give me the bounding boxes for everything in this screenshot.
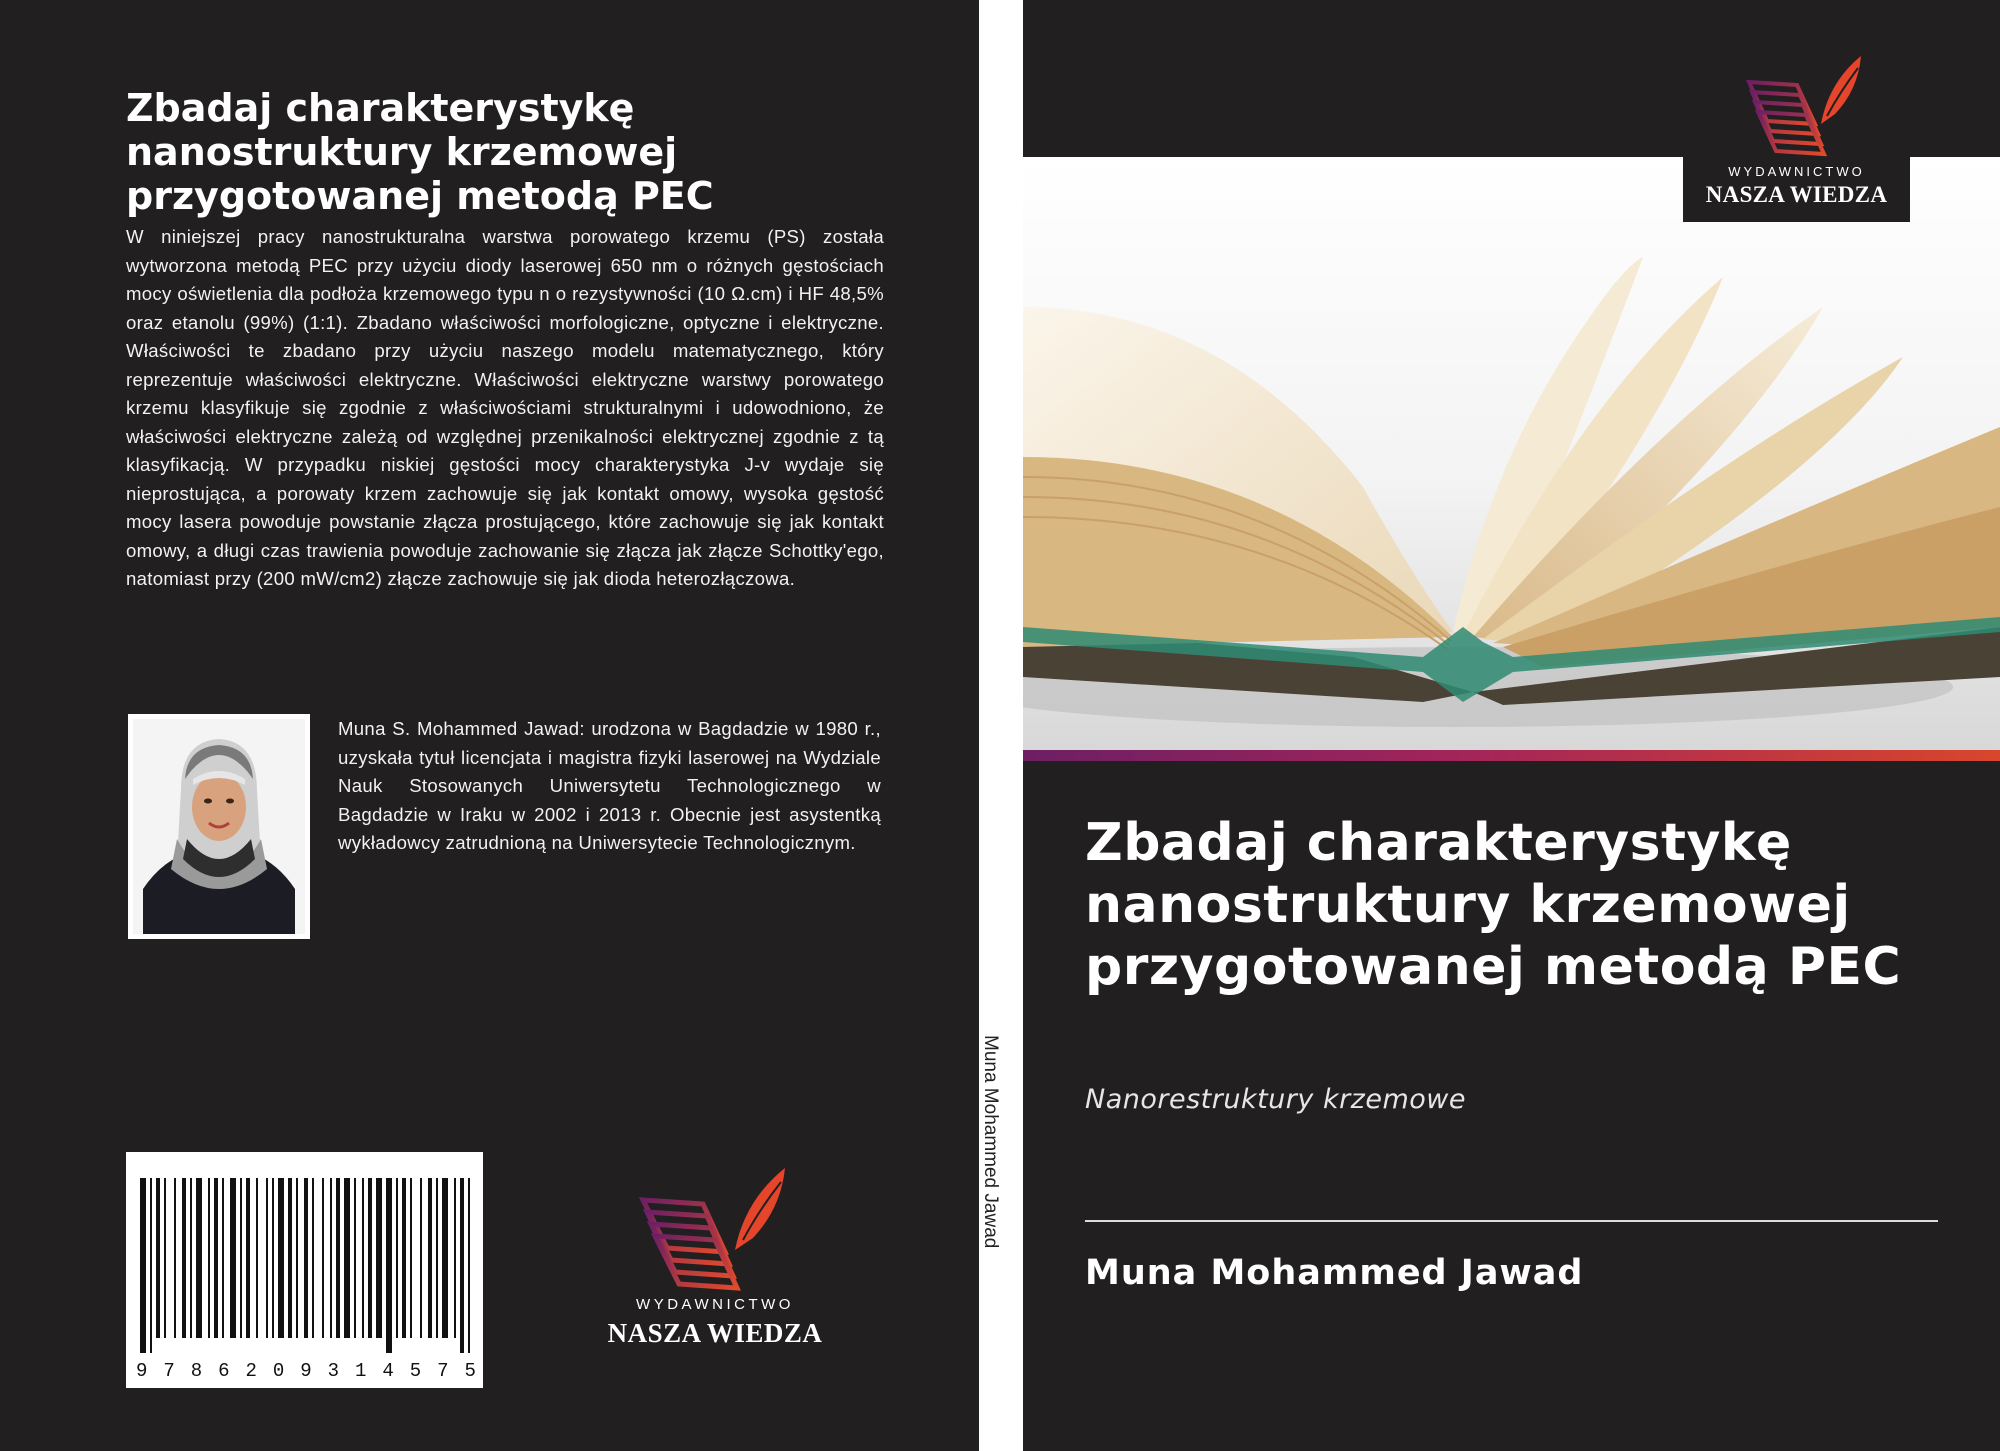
isbn-digit: 5 [409, 1360, 422, 1382]
isbn-digit: 5 [464, 1360, 476, 1382]
publisher-logo-front [1683, 52, 1910, 222]
publisher-logo-icon [585, 1160, 845, 1292]
publisher-logo-back [585, 1160, 845, 1350]
isbn-digit: 8 [190, 1360, 203, 1382]
back-cover [0, 0, 979, 1451]
publisher-name: NASZA WIEDZA [607, 1318, 823, 1348]
isbn-barcode [126, 1152, 483, 1388]
isbn-digit: 9 [300, 1360, 312, 1382]
divider [1085, 1220, 1938, 1222]
isbn-digit: 9 [136, 1360, 148, 1382]
isbn-digit: 3 [327, 1360, 340, 1382]
isbn-digit: 7 [437, 1360, 449, 1382]
front-cover-subtitle: Nanorestruktury krzemowe [1085, 1084, 1466, 1115]
accent-bar [1023, 750, 2000, 761]
isbn-digit: 1 [355, 1360, 367, 1382]
publisher-logo-icon [1683, 52, 1910, 162]
author-bio: Muna S. Mohammed Jawad: urodzona w Bagdadzie w 1980 r., uzyskała tytuł licencjata i magistra fizyki laserowej na Wydziale Nauk Stosowanych Uniwersytetu Technologicznego w Bagdadzie w Iraku w 2002 i 2013 r. Obecnie jest asystentką wykładowcy zatrudnioną na Uniwersytecie Technologicznym. [338, 718, 881, 854]
author-photo [128, 714, 310, 939]
back-cover-blurb: W niniejszej pracy nanostrukturalna warstwa porowatego krzemu (PS) została wytworzona metodą PEC przy użyciu diody laserowej 650 nm o różnych gęstościach mocy oświetlenia dla podłoża krzemowego typu n o rezystywności (10 Ω.cm) i HF 48,5% oraz etanolu (99%) (1:1). Zbadano właściwości morfologiczne, optyczne i elektryczne. Właściwości te zbadano przy użyciu naszego modelu matematycznego, który reprezentuje właściwości elektryczne. Właściwości elektryczne warstwy porowatego krzemu klasyfikuje się zgodnie z właściwościami strukturalnymi i udowodniono, że właściwości elektryczne zależą od względnej przenikalności elektrycznej zgodnie z tą klasyfikacją. W przypadku niskiej gęstości mocy charakterystyka J-v wydaje się nieprostująca, a porowaty krzem zachowuje się jak kontakt omowy, wysoka gęstość mocy lasera powoduje powstanie złącza prostującego, które zachowuje się jak kontakt omowy, a długi czas trawienia powoduje zachowanie się złącza jak złącze Schottky'ego, natomiast przy (200 mW/cm2) złącze zachowuje się jak dioda heterozłączowa. [126, 226, 884, 589]
spine-author: Muna Mohammed Jawad [980, 1035, 1001, 1249]
open-book-photo [1023, 157, 2000, 750]
isbn-digit: 2 [245, 1360, 257, 1382]
isbn-digit: 7 [163, 1360, 175, 1382]
publisher-label: WYDAWNICTWO [1728, 164, 1865, 179]
back-cover-title: Zbadaj charakterystykę nanostruktury krzemowej przygotowanej metodą PEC [126, 86, 714, 218]
front-cover-author: Muna Mohammed Jawad [1085, 1253, 1584, 1293]
isbn-digit: 6 [218, 1360, 230, 1382]
isbn-digit: 0 [272, 1360, 285, 1382]
isbn-digit: 4 [382, 1360, 394, 1382]
isbn-number [136, 1360, 476, 1382]
publisher-name: NASZA WIEDZA [1705, 182, 1888, 207]
barcode-bars [140, 1178, 470, 1353]
front-cover-title: Zbadaj charakterystykę nanostruktury krzemowej przygotowanej metodą PEC [1085, 813, 1902, 997]
publisher-label: WYDAWNICTWO [636, 1296, 794, 1313]
